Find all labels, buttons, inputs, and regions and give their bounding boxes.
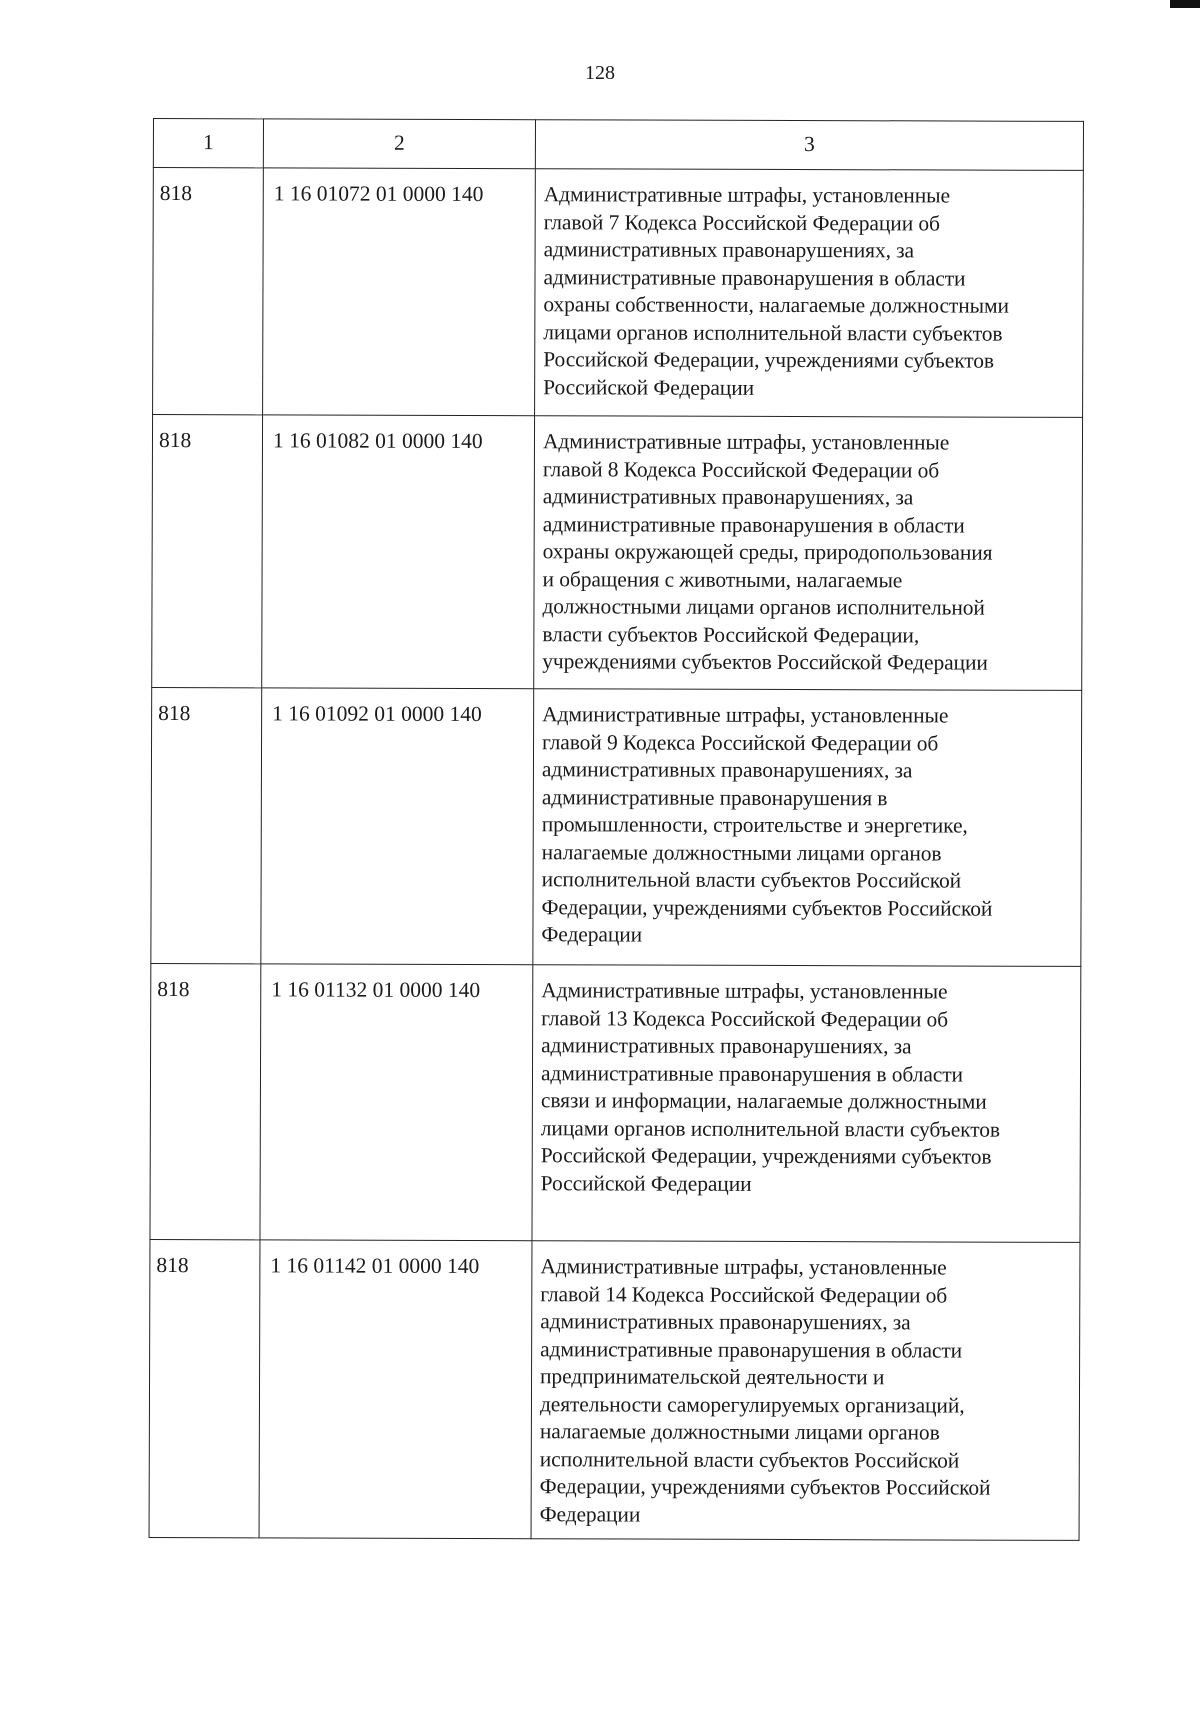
description-line: главой 8 Кодекса Российской Федерации об	[542, 456, 940, 482]
description-line: Федерации, учреждениями субъектов Российской	[541, 894, 993, 921]
budget-classification-code-cell: 1 16 01082 01 0000 140	[262, 415, 535, 689]
description-line: административных правонарушениях, за	[541, 1033, 912, 1059]
description-line: Федерации, учреждениями субъектов Российской	[539, 1474, 991, 1500]
description-line: власти субъектов Российской Федерации,	[542, 621, 920, 647]
description-line: Федерации	[541, 922, 643, 947]
description-line: Административные штрафы, установленные	[542, 429, 950, 455]
description-line: административных правонарушениях, за	[540, 1309, 911, 1335]
budget-code-table	[149, 118, 1084, 1541]
description-line: Административные штрафы, установленные	[542, 702, 949, 728]
admin-code-cell: 818	[149, 1239, 260, 1537]
description-line: Российской Федерации, учреждениями субъектов	[540, 1143, 992, 1169]
admin-code-cell: 818	[152, 415, 263, 688]
description-line: главой 14 Кодекса Российской Федерации об	[540, 1281, 948, 1308]
description-line: Российской Федерации, учреждениями субъектов	[543, 347, 995, 373]
description-line: главой 7 Кодекса Российской Федерации об	[543, 209, 940, 235]
description-line: Федерации	[539, 1501, 641, 1527]
description-line: Административные штрафы, установленные	[543, 182, 950, 208]
description-line: административные правонарушения в	[541, 784, 888, 810]
description-line: учреждениями субъектов Российской Федерации	[542, 649, 988, 675]
description-line: Административные штрафы, установленные	[540, 1254, 947, 1280]
description-line: лицами органов исполнительной власти субъектов	[540, 1115, 1000, 1142]
table-row	[150, 963, 1081, 1242]
description-line: административные правонарушения в области	[542, 511, 965, 538]
header-col-1: 1	[153, 119, 263, 168]
description-line: Российской Федерации	[543, 374, 755, 400]
description-line: исполнительной власти субъектов Российской	[539, 1446, 960, 1473]
description-cell	[531, 1241, 1080, 1541]
description-line: деятельности саморегулируемых организаций,	[539, 1391, 965, 1418]
admin-code-cell: 818	[151, 687, 262, 963]
table-row	[152, 415, 1083, 691]
description-cell	[532, 965, 1081, 1243]
description-line: административные правонарушения в области	[540, 1060, 963, 1087]
description-line: налагаемые должностными лицами органов	[539, 1419, 940, 1445]
description-line: Российской Федерации	[540, 1170, 752, 1196]
table-row	[149, 1239, 1080, 1540]
description-line: охраны окружающей среды, природопользования	[542, 539, 993, 565]
description-line: лицами органов исполнительной власти субъектов	[543, 319, 1003, 346]
table-row	[151, 687, 1082, 966]
description-line: административных правонарушениях, за	[543, 237, 915, 263]
header-col-3: 3	[535, 120, 1083, 171]
description-line: должностными лицами органов исполнительной	[542, 594, 985, 620]
admin-code-cell: 818	[153, 168, 264, 415]
description-line: охраны собственности, налагаемые должностными	[543, 292, 1009, 318]
budget-classification-code-cell: 1 16 01132 01 0000 140	[260, 964, 533, 1241]
description-line: предпринимательской деятельности и	[540, 1364, 885, 1390]
description-line: административные правонарушения в области	[543, 264, 966, 291]
description-line: связи и информации, налагаемые должностными	[540, 1088, 987, 1114]
budget-classification-code-cell: 1 16 01072 01 0000 140	[263, 168, 536, 416]
description-line: главой 9 Кодекса Российской Федерации об	[542, 729, 939, 755]
admin-code-cell: 818	[150, 963, 261, 1239]
description-line: административные правонарушения в области	[540, 1336, 963, 1363]
description-cell	[535, 169, 1084, 418]
description-line: административных правонарушениях, за	[542, 484, 914, 510]
budget-classification-code-cell: 1 16 01142 01 0000 140	[259, 1240, 532, 1539]
description-line: и обращения с животными, налагаемые	[542, 566, 903, 592]
table-header-row	[153, 119, 1083, 171]
description-line: промышленности, строительстве и энергетике,	[541, 812, 968, 838]
description-line: главой 13 Кодекса Российской Федерации об	[541, 1005, 949, 1032]
description-cell	[533, 689, 1082, 967]
table-row	[153, 168, 1084, 418]
description-cell	[534, 416, 1083, 691]
scan-edge-mark	[1170, 0, 1200, 8]
budget-classification-code-cell: 1 16 01092 01 0000 140	[261, 688, 534, 965]
description-line: налагаемые должностными лицами органов	[541, 839, 942, 865]
description-line: административных правонарушениях, за	[541, 757, 913, 783]
page-number: 128	[585, 62, 615, 84]
description-line: Административные штрафы, установленные	[541, 978, 948, 1004]
header-col-2: 2	[263, 119, 535, 169]
description-line: исполнительной власти субъектов Российской	[541, 867, 962, 893]
